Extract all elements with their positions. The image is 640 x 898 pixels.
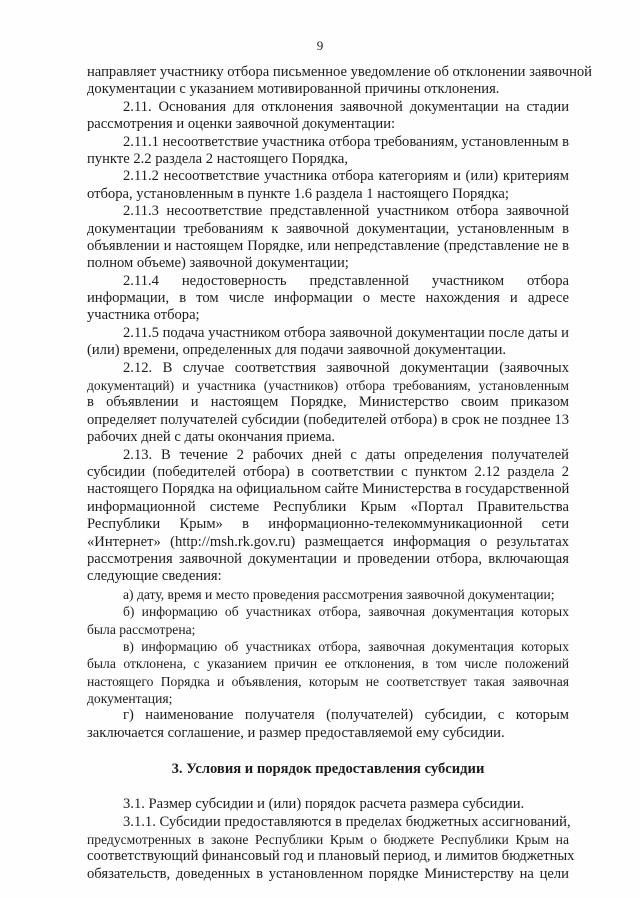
text-line: 3.1. Размер субсидии и (или) порядок расчета размера субсидии. (123, 796, 525, 813)
text-line: а) дату, время и место проведения рассмотрения заявочной документации; (123, 586, 555, 602)
text-line: 2.11.2 несоответствие участника отбора категориям и (или) критериям (123, 168, 569, 185)
text-line: «Интернет» (http://msh.rk.gov.ru) размещается информация о результатах (87, 533, 569, 550)
text-line: рабочих дней с даты окончания приема. (87, 429, 336, 446)
text-line: настоящего Порядка на официальном сайте Министерства в государственной (87, 481, 570, 498)
text-line: 3.1.1. Субсидии предоставляются в пределах бюджетных ассигнований, (123, 813, 571, 830)
text-line: предусмотренных в законе Республики Крым о бюджете Республики Крым на (87, 832, 569, 848)
text-line: была рассмотрена; (87, 621, 196, 637)
text-line: рассмотрения заявочной документации и проведении отбора, включающая (87, 550, 569, 567)
section-heading: 3. Условия и порядок предоставления субсидии (171, 761, 485, 778)
page-number: 9 (316, 38, 324, 53)
text-line: была отклонена, с указанием причин ее отклонения, в том числе положений (87, 656, 569, 672)
document-body (87, 64, 592, 883)
text-line: документации с указанием мотивированной причины отклонения. (87, 81, 500, 98)
text-line: 2.11.4 недостоверность представленной участником отбора (123, 272, 569, 289)
text-line: информации, в том числе информации о месте нахождения и адресе (87, 290, 569, 307)
text-line: информационной системе Республики Крым «Портал Правительства (87, 498, 569, 515)
text-line: соответствующий финансовый год и плановый период, и лимитов бюджетных (87, 848, 575, 865)
text-line: рассмотрения и оценки заявочной документации: (87, 116, 396, 133)
text-line: в) информацию об участниках отбора, заявочная документация которых (123, 638, 569, 654)
text-line: настоящего Порядка и объявления, которым не соответствует такая заявочная (87, 673, 569, 689)
text-line: документация; (87, 691, 173, 707)
text-line: следующие сведения: (87, 568, 222, 585)
text-line: в объявлении и настоящем Порядке, Министерство своим приказом (87, 394, 569, 411)
text-line: документаций) и участника (участников) отбора требованиям, установленным (87, 378, 569, 394)
text-line: г) наименование получателя (получателей) субсидии, с которым (123, 707, 569, 724)
text-line: (или) времени, определенных для подачи заявочной документации. (87, 342, 507, 359)
text-line: Республики Крым» в информационно-телекоммуникационной сети (87, 516, 569, 533)
text-line: субсидии (победителей отбора) в соответствии с пунктом 2.12 раздела 2 (87, 463, 569, 480)
text-line: 2.11.5 подача участником отбора заявочной документации после даты и (123, 324, 569, 341)
text-line: отбора, установленным в пункте 1.6 раздела 1 настоящего Порядка; (87, 185, 509, 202)
text-line: полном объеме) заявочной документации; (87, 255, 349, 272)
text-line: документации требованиям к заявочной документации, установленным в (87, 220, 569, 237)
text-line: 2.12. В случае соответствия заявочной документации (заявочных (123, 359, 569, 376)
text-line: пункте 2.2 раздела 2 настоящего Порядка, (87, 150, 348, 167)
text-line: объявлении и настоящем Порядке, или непредставление (представление не в (87, 237, 569, 254)
text-line: участника отбора; (87, 307, 200, 324)
text-line: б) информацию об участниках отбора, заявочная документация которых (123, 604, 569, 620)
text-line: обязательств, доведенных в установленном порядке Министерству на цели (87, 865, 569, 882)
text-line: заключается соглашение, и размер предоставляемой ему субсидии. (87, 724, 505, 741)
text-line: 2.13. В течение 2 рабочих дней с даты определения получателей (123, 446, 569, 463)
text-line: определяет получателей субсидии (победителей отбора) в срок не позднее 13 (87, 411, 569, 428)
text-line: направляет участнику отбора письменное уведомление об отклонении заявочной (87, 64, 592, 80)
text-line: 2.11.3 несоответствие представленной участником отбора заявочной (123, 203, 569, 220)
text-line: 2.11.1 несоответствие участника отбора требованиям, установленным в (123, 133, 569, 150)
text-line: 2.11. Основания для отклонения заявочной документации на стадии (123, 98, 569, 115)
